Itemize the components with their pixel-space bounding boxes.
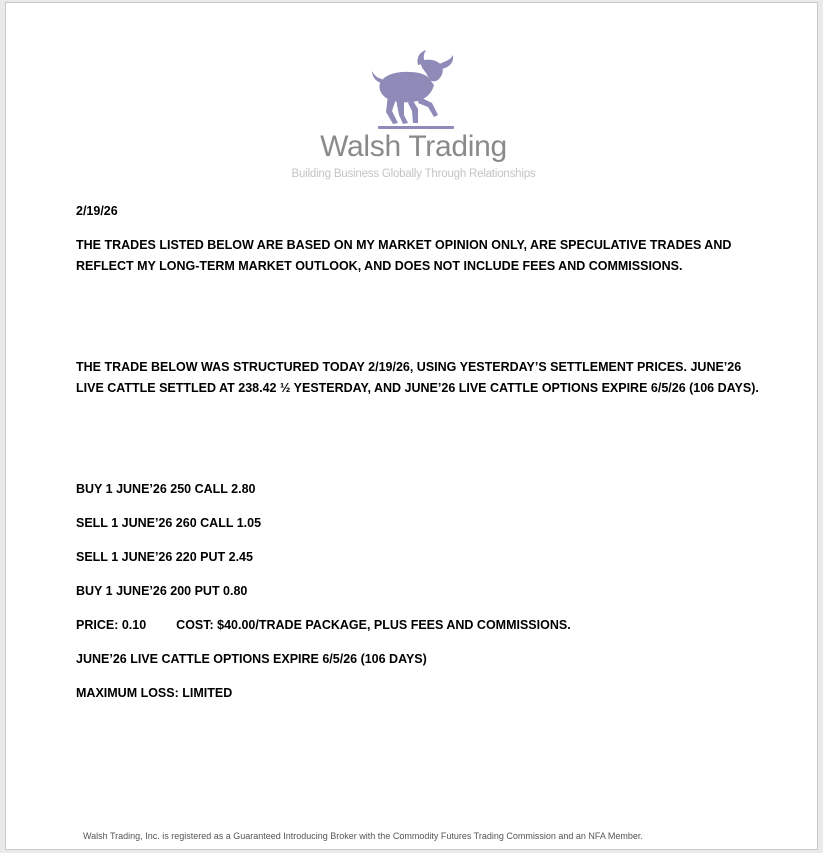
trade-leg-2: SELL 1 JUNE’26 260 CALL 1.05 [76,516,262,530]
max-loss-line: MAXIMUM LOSS: LIMITED [76,686,233,700]
disclaimer-line-1: THE TRADES LISTED BELOW ARE BASED ON MY MARKET OPINION ONLY, ARE SPECULATIVE TRADES AND [76,238,732,252]
expiry-line: JUNE’26 LIVE CATTLE OPTIONS EXPIRE 6/5/26 (106 DAYS) [76,652,427,666]
cost-text: COST: $40.00/TRADE PACKAGE, PLUS FEES AND COMMISSIONS. [176,618,571,632]
bull-icon [366,49,468,131]
price-text: PRICE: 0.10 [76,618,147,632]
footer-disclaimer: Walsh Trading, Inc. is registered as a Guaranteed Introducing Broker with the Commodity Futures Trading Commission and an NFA Member. [83,831,643,841]
price-cost-line [76,615,766,636]
brand-name: Walsh Trading [320,130,507,163]
brand-tagline: Building Business Globally Through Relationships [291,168,536,180]
letter-date: 2/19/26 [76,204,118,218]
trade-leg-1: BUY 1 JUNE’26 250 CALL 2.80 [76,482,256,496]
document-page [5,2,818,850]
disclaimer-line-2: REFLECT MY LONG-TERM MARKET OUTLOOK, AND DOES NOT INCLUDE FEES AND COMMISSIONS. [76,259,683,273]
structure-line-1: THE TRADE BELOW WAS STRUCTURED TODAY 2/19/26, USING YESTERDAY’S SETTLEMENT PRICES. JUNE’26 [76,360,742,374]
trade-leg-3: SELL 1 JUNE’26 220 PUT 2.45 [76,550,253,564]
trade-leg-4: BUY 1 JUNE’26 200 PUT 0.80 [76,584,248,598]
structure-line-2: LIVE CATTLE SETTLED AT 238.42 ½ YESTERDAY, AND JUNE’26 LIVE CATTLE OPTIONS EXPIRE 6/5/26 (106 DAYS). [76,381,759,395]
